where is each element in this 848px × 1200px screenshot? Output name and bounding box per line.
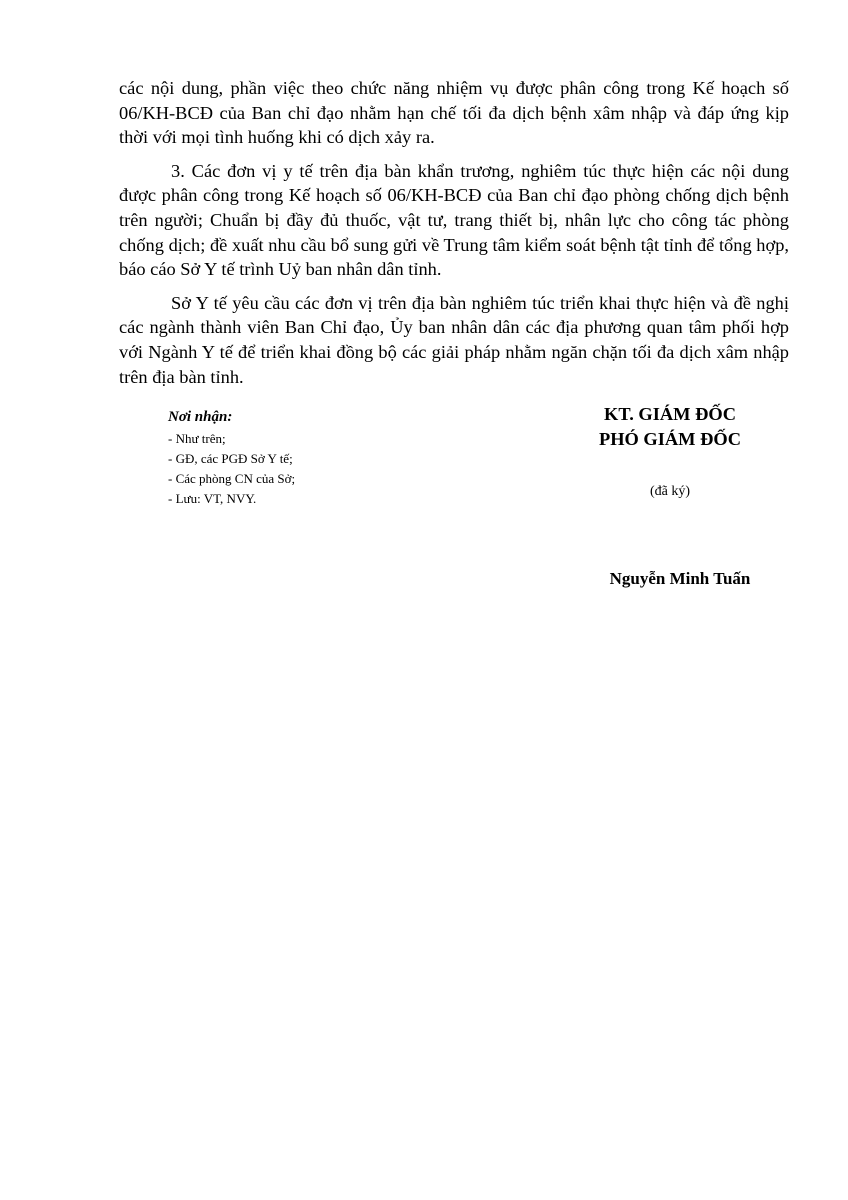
body-paragraph-closing: Sở Y tế yêu cầu các đơn vị trên địa bàn nghiêm túc triển khai thực hiện và đề nghị các ngành thành viên Ban Chỉ đạo, Ủy ban nhân dân các địa phương quan tâm phối hợp với Ngành Y tế để triển khai đồng bộ các giải pháp nhằm ngăn chặn tối đa dịch xâm nhập trên địa bàn tỉnh.: [119, 292, 789, 387]
body-paragraph-item-3: 3. Các đơn vị y tế trên địa bàn khẩn trương, nghiêm túc thực hiện các nội dung được phân công trong Kế hoạch số 06/KH-BCĐ của Ban chỉ đạo phòng chống dịch bệnh trên người; Chuẩn bị đầy đủ thuốc, vật tư, trang thiết bị, nhân lực cho công tác phòng chống dịch; đề xuất nhu cầu bổ sung gửi về Trung tâm kiểm soát bệnh tật tỉnh để tổng hợp, báo cáo Sở Y tế trình Uỷ ban nhân dân tỉnh.: [119, 160, 789, 280]
recipient-item: - Như trên;: [168, 431, 226, 446]
recipients-title: Nơi nhận:: [168, 409, 233, 425]
signature-title-position: PHÓ GIÁM ĐỐC: [598, 429, 741, 449]
recipients-list: [168, 429, 428, 509]
signature-block: [570, 402, 770, 590]
signed-note: (đã ký): [649, 484, 691, 499]
document-body: [119, 76, 789, 398]
recipient-item: - GĐ, các PGĐ Sở Y tế;: [168, 451, 293, 466]
body-paragraph-continuation: các nội dung, phần việc theo chức năng nhiệm vụ được phân công trong Kế hoạch số 06/KH-BCĐ của Ban chỉ đạo nhằm hạn chế tối đa dịch bệnh xâm nhập và đáp ứng kịp thời với mọi tình huống khi có dịch xảy ra.: [119, 78, 789, 148]
recipients-block: [168, 407, 428, 509]
recipient-item: - Các phòng CN của Sở;: [168, 471, 296, 486]
recipient-item: - Lưu: VT, NVY.: [168, 491, 257, 506]
signer-name: Nguyễn Minh Tuấn: [609, 569, 751, 588]
signature-title-acting: KT. GIÁM ĐỐC: [604, 404, 736, 424]
